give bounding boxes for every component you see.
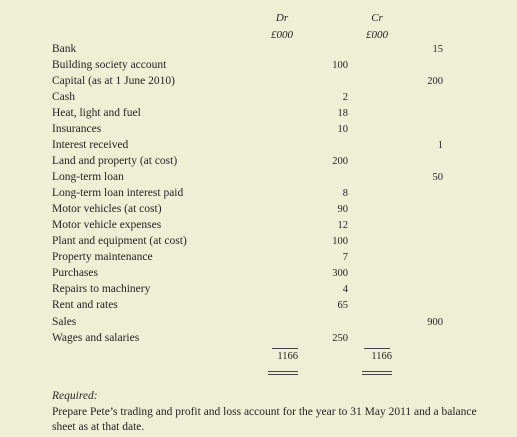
account-label: Long-term loan interest paid bbox=[52, 187, 184, 199]
debit-amount: 18 bbox=[337, 108, 348, 119]
debit-amount: 200 bbox=[332, 156, 348, 167]
account-label: Capital (as at 1 June 2010) bbox=[52, 75, 175, 87]
debit-amount: 2 bbox=[342, 92, 348, 103]
cr-subtotal-rule bbox=[364, 348, 390, 349]
account-label: Heat, light and fuel bbox=[52, 107, 141, 119]
cr-unit: £000 bbox=[366, 29, 388, 41]
account-row bbox=[52, 58, 452, 73]
debit-amount: 100 bbox=[332, 236, 348, 247]
account-label: Cash bbox=[52, 91, 75, 103]
account-row bbox=[52, 250, 452, 265]
dr-double-rule-bottom bbox=[268, 374, 298, 375]
account-label: Repairs to machinery bbox=[52, 283, 151, 295]
account-label: Long-term loan bbox=[52, 171, 124, 183]
account-row bbox=[52, 282, 452, 297]
credit-amount: 1 bbox=[437, 140, 443, 151]
account-label: Building society account bbox=[52, 59, 167, 71]
cr-double-rule-top bbox=[362, 371, 392, 372]
account-row bbox=[52, 202, 452, 217]
credit-amount: 15 bbox=[432, 44, 443, 55]
account-label: Purchases bbox=[52, 267, 98, 279]
account-label: Land and property (at cost) bbox=[52, 155, 178, 167]
debit-amount: 65 bbox=[337, 300, 348, 311]
account-row bbox=[52, 90, 452, 105]
cr-double-rule-bottom bbox=[362, 374, 392, 375]
account-row bbox=[52, 298, 452, 313]
account-row bbox=[52, 106, 452, 121]
credit-amount: 50 bbox=[432, 172, 443, 183]
account-row bbox=[52, 234, 452, 249]
debit-amount: 90 bbox=[337, 204, 348, 215]
account-row bbox=[52, 315, 452, 330]
account-label: Interest received bbox=[52, 139, 129, 151]
account-label: Insurances bbox=[52, 123, 102, 135]
credit-amount: 900 bbox=[427, 317, 443, 328]
account-row bbox=[52, 122, 452, 137]
account-label: Motor vehicle expenses bbox=[52, 219, 162, 231]
dr-header: Dr bbox=[275, 12, 289, 24]
account-row bbox=[52, 138, 452, 153]
cr-header: Cr bbox=[371, 12, 383, 24]
credit-amount: 200 bbox=[427, 76, 443, 87]
required-text: Prepare Pete’s trading and profit and loss account for the year to 31 May 2011 and a balance sheet as at that date. bbox=[52, 406, 477, 433]
dr-subtotal-rule bbox=[272, 348, 298, 349]
dr-double-rule-top bbox=[268, 371, 298, 372]
debit-amount: 10 bbox=[337, 124, 348, 135]
debit-amount: 250 bbox=[332, 333, 348, 344]
debit-amount: 4 bbox=[342, 284, 348, 295]
account-label: Rent and rates bbox=[52, 299, 118, 311]
dr-unit: £000 bbox=[271, 29, 293, 41]
account-row bbox=[52, 186, 452, 201]
account-row bbox=[52, 266, 452, 281]
account-label: Wages and salaries bbox=[52, 332, 140, 344]
required-heading: Required: bbox=[52, 390, 98, 402]
account-row bbox=[52, 218, 452, 233]
cr-total: 1166 bbox=[371, 351, 392, 362]
debit-amount: 300 bbox=[332, 268, 348, 279]
account-row bbox=[52, 74, 452, 89]
debit-amount: 12 bbox=[337, 220, 348, 231]
account-label: Motor vehicles (at cost) bbox=[52, 203, 162, 215]
account-row bbox=[52, 154, 452, 169]
account-row bbox=[52, 170, 452, 185]
debit-amount: 8 bbox=[342, 188, 348, 199]
debit-amount: 7 bbox=[342, 252, 348, 263]
debit-amount: 100 bbox=[332, 60, 348, 71]
account-label: Property maintenance bbox=[52, 251, 153, 263]
account-label: Sales bbox=[52, 316, 77, 328]
account-label: Plant and equipment (at cost) bbox=[52, 235, 187, 247]
account-row bbox=[52, 331, 452, 346]
account-label: Bank bbox=[52, 43, 77, 55]
dr-total: 1166 bbox=[277, 351, 298, 362]
account-row bbox=[52, 42, 452, 57]
